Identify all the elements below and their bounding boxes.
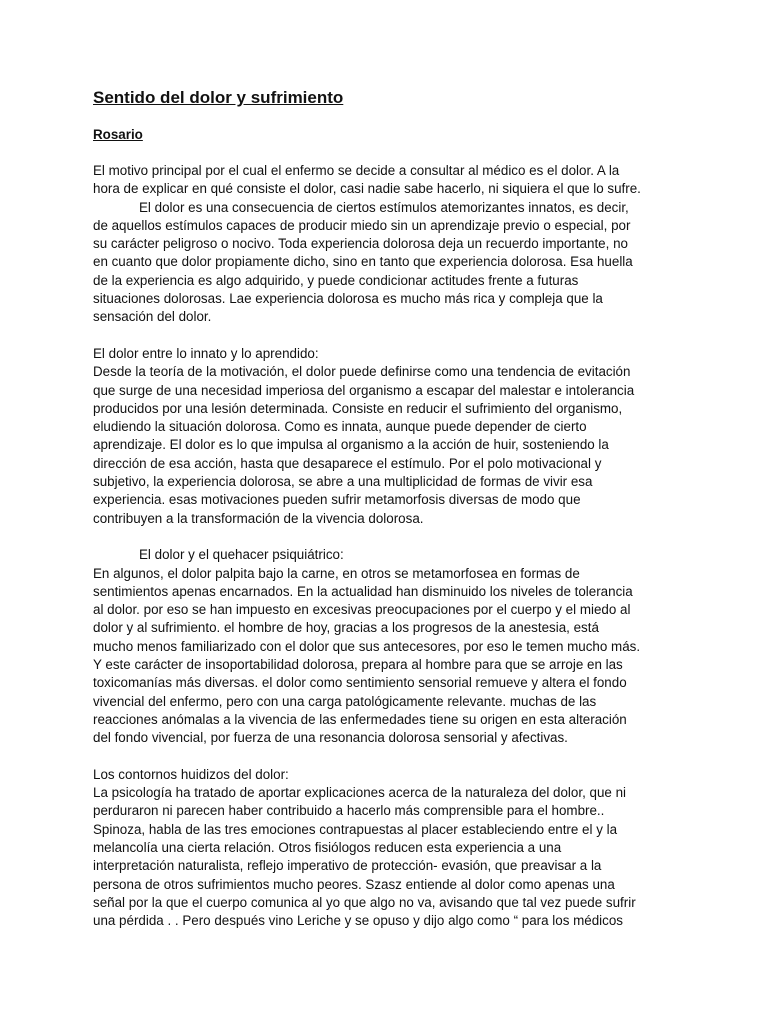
section-2-line: toxicomanías más diversas. el dolor como sentimiento sensorial remueve y altera el fondo	[93, 675, 627, 691]
paragraph-1-line: en cuanto que dolor propiamente dicho, sino en tanto que experiencia dolorosa. Esa huella	[93, 254, 633, 270]
paragraph-1	[93, 199, 693, 327]
section-1-line: experiencia. esas motivaciones pueden sufrir metamorfosis diversas de modo que	[93, 492, 581, 508]
intro-line: El motivo principal por el cual el enfermo se decide a consultar al médico es el dolor. A la	[93, 163, 620, 178]
section-2-heading: El dolor y el quehacer psiquiátrico:	[139, 547, 344, 563]
section-1-heading: El dolor entre lo innato y lo aprendido:	[93, 345, 319, 361]
section-3-line: La psicología ha tratado de aportar explicaciones acerca de la naturaleza del dolor, que ni	[93, 785, 627, 801]
paragraph-1-line: de aquellos estímulos capaces de producir miedo sin un aprendizaje previo o especial, por	[93, 217, 631, 233]
section-3-line: perduraron ni parecen haber contribuido a hacerlo más comprensible para el hombre..	[93, 803, 605, 819]
document-body	[93, 87, 693, 930]
document-title: Sentido del dolor y sufrimiento	[93, 88, 344, 107]
section-1-line: producidos por una lesión determinada. Consiste en reducir el sufrimiento del organismo,	[93, 400, 623, 416]
section-1-line: dirección de esa acción, hasta que desaparece el estímulo. Por el polo motivacional y	[93, 455, 602, 471]
section-1-line: que surge de una necesidad imperiosa del organismo a escapar del malestar e intolerancia	[93, 382, 635, 398]
section-2-line: del fondo vivencial, por fuerza de una resonancia dolorosa sensorial y afectivas.	[93, 730, 568, 746]
document-author: Rosario	[93, 127, 143, 142]
paragraph-1-line: de la experiencia es algo adquirido, y puede condicionar actitudes frente a futuras	[93, 272, 579, 288]
blank-line	[93, 748, 693, 766]
section-3-line: Spinoza, habla de las tres emociones contrapuestas al placer estableciendo entre el y la	[93, 821, 618, 837]
paragraph-1-line: El dolor es una consecuencia de ciertos estímulos atemorizantes innatos, es decir,	[139, 199, 629, 215]
intro-paragraph	[93, 162, 693, 199]
paragraph-1-line: situaciones dolorosas. Lae experiencia dolorosa es mucho más rica y compleja que la	[93, 291, 603, 307]
section-2-line: Y este carácter de insoportabilidad dolorosa, prepara al hombre para que se arroje en las	[93, 657, 623, 673]
blank-line	[93, 327, 693, 345]
section-1-line: contribuyen a la transformación de la vivencia dolorosa.	[93, 510, 424, 526]
section-1-line: eludiendo la situación dolorosa. Como es innata, aunque puede depender de cierto	[93, 419, 587, 435]
section-3	[93, 766, 693, 931]
paragraph-1-line: su carácter peligroso o nocivo. Toda experiencia dolorosa deja un recuerdo importante, no	[93, 236, 628, 252]
section-2-line: al dolor. por eso se han impuesto en excesivas preocupaciones por el cuerpo y el miedo al	[93, 602, 631, 618]
section-3-line: interpretación naturalista, reflejo imperativo de protección- evasión, que preavisar a la	[93, 858, 602, 874]
section-3-line: una pérdida . . Pero después vino Leriche y se opuso y dijo algo como “ para los médicos	[93, 913, 623, 929]
section-1-line: Desde la teoría de la motivación, el dolor puede definirse como una tendencia de evitación	[93, 364, 631, 380]
section-3-line: melancolía una cierta relación. Otros fisiólogos reducen esta experiencia a una	[93, 839, 562, 855]
section-3-line: señal por la que el cuerpo comunica al yo que algo no va, avisando que tal vez puede sufrir	[93, 894, 636, 910]
section-1-line: subjetivo, la experiencia dolorosa, se abre a una multiplicidad de formas de vivir esa	[93, 474, 593, 490]
section-1-line: aprendizaje. El dolor es lo que impulsa al organismo a la acción de huir, sosteniendo la	[93, 437, 609, 453]
paragraph-1-line: sensación del dolor.	[93, 309, 212, 325]
section-3-line: persona de otros sufrimientos mucho peores. Szasz entiende al dolor como apenas una	[93, 876, 615, 892]
section-2-line: En algunos, el dolor palpita bajo la carne, en otros se metamorfosea en formas de	[93, 565, 580, 581]
section-2-line: sentimientos apenas encarnados. En la actualidad han disminuido los niveles de tolerancia	[93, 583, 633, 599]
intro-line: hora de explicar en qué consiste el dolor, casi nadie sabe hacerlo, ni siquiera el que lo sufre.	[93, 181, 641, 197]
section-2-line: dolor y al sufrimiento. el hombre de hoy, gracias a los progresos de la anestesia, está	[93, 620, 599, 636]
section-2	[93, 546, 693, 747]
section-1	[93, 345, 693, 528]
section-2-line: vivencial del enfermo, pero con una carga patológicamente relevante. muchas de las	[93, 693, 597, 709]
section-3-heading: Los contornos huidizos del dolor:	[93, 766, 289, 782]
section-2-line: reacciones anómalas a la vivencia de las enfermedades tiene su origen en esta alteración	[93, 711, 627, 727]
blank-line	[93, 528, 693, 546]
section-2-line: mucho menos familiarizado con el dolor que sus antecesores, por eso le temen mucho más.	[93, 638, 641, 654]
